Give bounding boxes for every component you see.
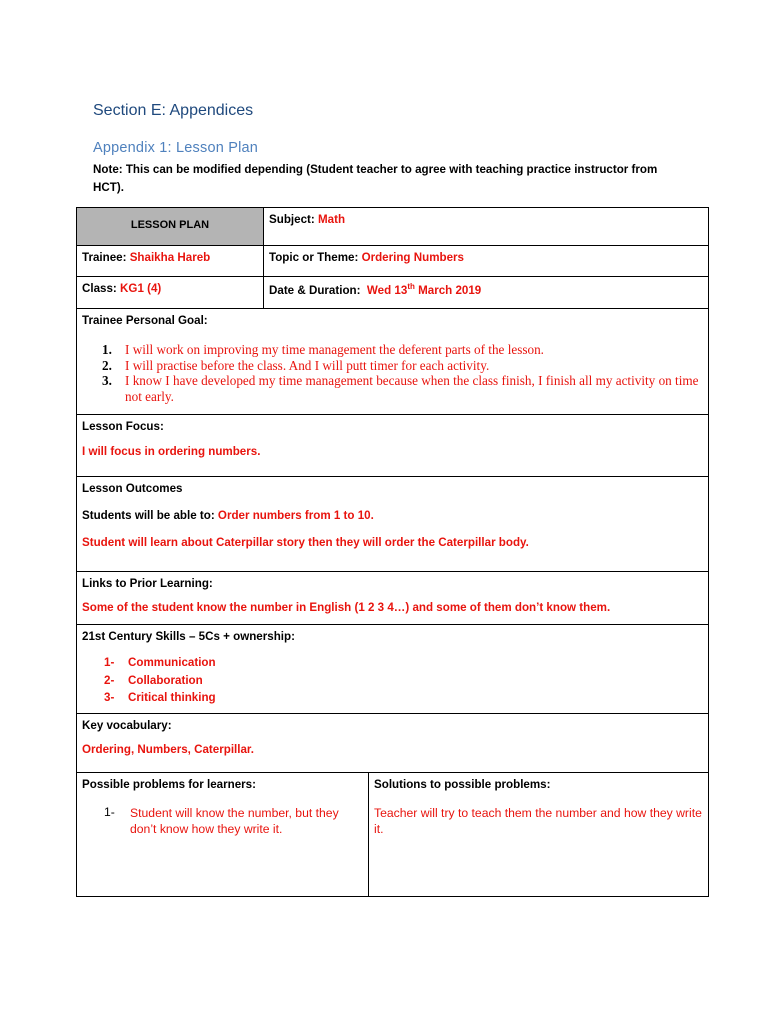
list-item: 3. I know I have developed my time management because when the class finish, I finish all my activity on time not early. — [102, 373, 699, 404]
problems-label: Possible problems for learners: — [82, 778, 256, 791]
list-item: 2- Collaboration — [104, 673, 203, 687]
list-item: 2. I will practise before the class. And I will putt timer for each activity. — [102, 357, 490, 373]
topic-cell — [264, 246, 709, 277]
outcomes-line-2: Student will learn about Caterpillar story then they will order the Caterpillar body. — [82, 536, 529, 549]
list-item: 1- Communication — [104, 656, 216, 669]
lesson-outcomes-label: Lesson Outcomes — [82, 482, 183, 495]
note-body: This can be modified depending (Student teacher to agree with teaching practice instructor from HCT). — [93, 163, 658, 194]
lesson-focus-cell — [77, 415, 709, 477]
trainee-value: Shaikha Hareb — [129, 251, 211, 264]
lesson-focus-label: Lesson Focus: — [82, 420, 164, 433]
date-cell — [264, 277, 709, 309]
personal-goal-label: Trainee Personal Goal: — [82, 314, 208, 327]
vocabulary-value: Ordering, Numbers, Caterpillar. — [82, 743, 255, 756]
topic-value: Ordering Numbers — [361, 251, 464, 264]
problems-cell — [77, 773, 369, 897]
class-cell — [77, 277, 264, 309]
lesson-outcomes-cell — [77, 477, 709, 572]
lesson-plan-header-cell — [77, 208, 264, 246]
personal-goal-cell — [77, 309, 709, 415]
subject-cell — [264, 208, 709, 246]
vocabulary-label: Key vocabulary: — [82, 719, 172, 732]
date-label: Date & Duration: — [269, 283, 361, 297]
vocabulary-cell — [77, 714, 709, 773]
prior-learning-cell — [77, 572, 709, 625]
problem-item: 1- Student will know the number, but they don’t know how they write it. — [104, 805, 339, 836]
date-value: Wed 13th March 2019 — [366, 282, 482, 297]
class-value: KG1 (4) — [120, 282, 162, 295]
topic-label: Topic or Theme: — [269, 251, 359, 264]
skills-cell — [77, 625, 709, 714]
list-item: 3- Critical thinking — [104, 691, 216, 704]
note-label: Note: — [93, 163, 123, 176]
goal-list — [102, 342, 703, 404]
list-item: 1. I will work on improving my time management the deferent parts of the lesson. — [102, 342, 544, 357]
prior-learning-label: Links to Prior Learning: — [82, 577, 213, 590]
lesson-plan-table — [76, 207, 709, 897]
outcomes-line-1: Students will be able to: Order numbers from 1 to 10. — [82, 509, 374, 522]
subject-value: Math — [317, 213, 346, 226]
lesson-plan-label: LESSON PLAN — [81, 209, 259, 240]
solution-text: Teacher will try to teach them the number and how they write it. — [374, 806, 702, 836]
skills-label: 21st Century Skills – 5Cs + ownership: — [82, 630, 295, 643]
appendix-title: Appendix 1: Lesson Plan — [93, 140, 259, 156]
skills-list — [104, 654, 703, 707]
lesson-focus-value: I will focus in ordering numbers. — [82, 445, 261, 458]
class-label: Class: — [82, 282, 117, 295]
trainee-cell — [77, 246, 264, 277]
section-title: Section E: Appendices — [93, 102, 254, 119]
trainee-label: Trainee: — [82, 251, 127, 264]
note-text — [93, 161, 683, 197]
solutions-cell — [369, 773, 709, 897]
prior-learning-value: Some of the student know the number in English (1 2 3 4…) and some of them don’t know them. — [82, 601, 611, 614]
subject-label: Subject: — [269, 213, 315, 226]
solutions-label: Solutions to possible problems: — [374, 778, 551, 791]
